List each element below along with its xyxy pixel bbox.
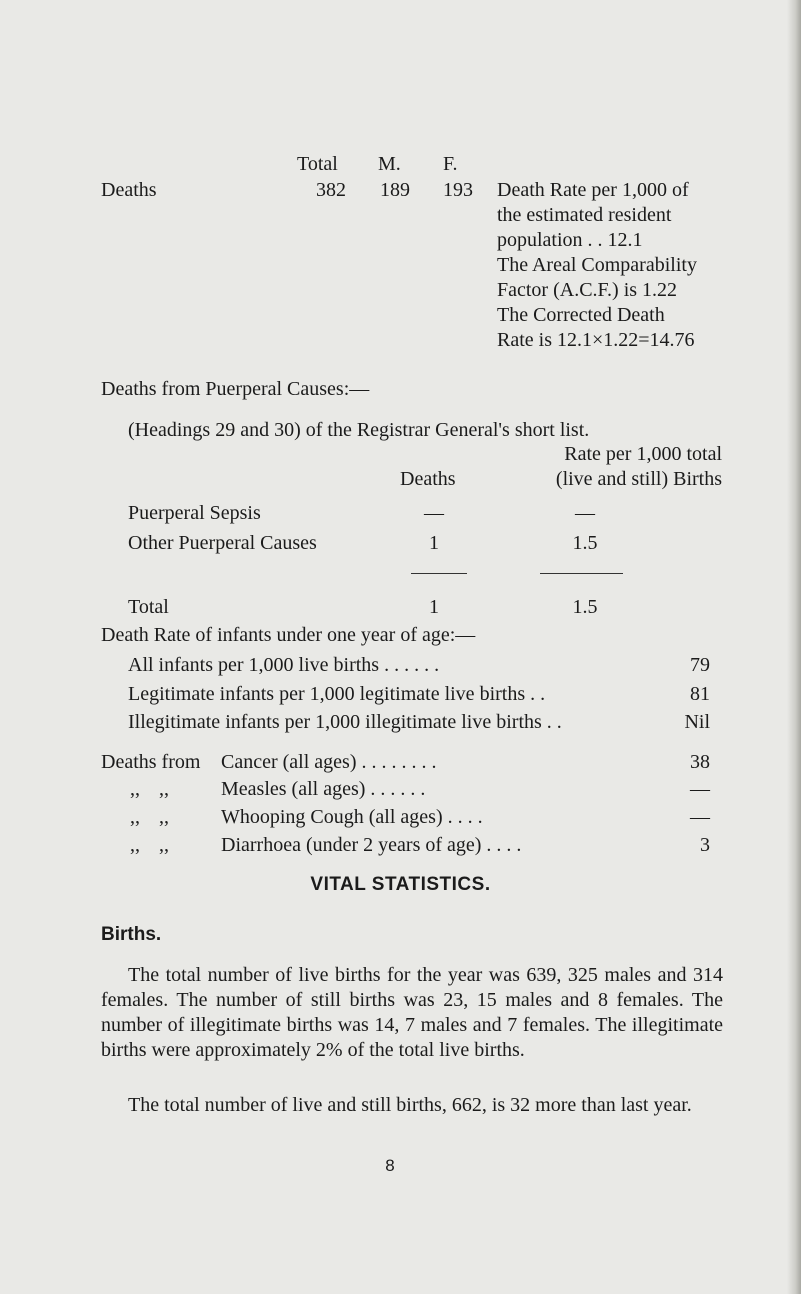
puerperal-subheading: (Headings 29 and 30) of the Registrar General's short list. <box>128 419 590 441</box>
rate-line-1: Death Rate per 1,000 of <box>497 179 689 201</box>
infant-rate-label: Legitimate infants per 1,000 legitimate live births . . <box>128 683 546 705</box>
cause-value: 38 <box>690 751 710 773</box>
rate-line-3: population . . 12.1 <box>497 229 643 251</box>
cause-prefix: ,, ,, <box>130 806 169 828</box>
puerperal-total-label: Total <box>128 596 169 618</box>
births-heading: Births. <box>101 924 162 945</box>
puerperal-row-rate: — <box>575 502 595 524</box>
rate-line-5: Factor (A.C.F.) is 1.22 <box>497 279 678 301</box>
cause-label: Measles (all ages) . . . . . . <box>221 778 426 800</box>
rate-col-header-1: Rate per 1,000 total <box>564 443 722 465</box>
deaths-col-header: Deaths <box>400 468 456 490</box>
infant-rate-value: Nil <box>684 711 710 733</box>
puerperal-row-label: Other Puerperal Causes <box>128 532 317 554</box>
col-header-male: M. <box>378 153 401 175</box>
section-title: VITAL STATISTICS. <box>310 874 491 895</box>
cause-value: — <box>690 806 710 828</box>
deaths-total: 382 <box>316 179 346 201</box>
rate-line-2: the estimated resident <box>497 204 672 226</box>
page-number: 8 <box>385 1156 395 1175</box>
col-header-total: Total <box>297 153 338 175</box>
cause-label: Whooping Cough (all ages) . . . . <box>221 806 483 828</box>
puerperal-row-label: Puerperal Sepsis <box>128 502 261 524</box>
infant-rate-label: Illegitimate infants per 1,000 illegitimate live births . . <box>128 711 562 733</box>
puerperal-heading: Deaths from Puerperal Causes:— <box>101 378 370 400</box>
cause-prefix: Deaths from <box>101 751 201 773</box>
cause-prefix: ,, ,, <box>130 778 169 800</box>
infant-rate-label: All infants per 1,000 live births . . . . . . <box>128 654 440 676</box>
page-edge-shadow <box>787 0 801 1294</box>
births-comparison-paragraph: The total number of live and still births, 662, is 32 more than last year. <box>128 1094 692 1116</box>
infant-rate-value: 81 <box>690 683 710 705</box>
puerperal-total-rate: 1.5 <box>572 596 598 618</box>
deaths-total-rule <box>411 573 467 574</box>
deaths-label: Deaths <box>101 179 157 201</box>
puerperal-row-deaths: — <box>424 502 444 524</box>
col-header-female: F. <box>443 153 458 175</box>
puerperal-row-rate: 1.5 <box>572 532 598 554</box>
cause-label: Cancer (all ages) . . . . . . . . <box>221 751 437 773</box>
puerperal-total-deaths: 1 <box>429 596 439 618</box>
infants-heading: Death Rate of infants under one year of age:— <box>101 624 476 646</box>
rate-total-rule <box>540 573 623 574</box>
infant-rate-value: 79 <box>690 654 710 676</box>
cause-prefix: ,, ,, <box>130 834 169 856</box>
puerperal-row-deaths: 1 <box>429 532 439 554</box>
cause-label: Diarrhoea (under 2 years of age) . . . . <box>221 834 522 856</box>
rate-line-7: Rate is 12.1×1.22=14.76 <box>497 329 695 351</box>
deaths-male: 189 <box>380 179 410 201</box>
cause-value: — <box>690 778 710 800</box>
births-paragraph: The total number of live births for the year was 639, 325 males and 314 females. The number of still births was 23, 15 males and 8 females. The number of illegitimate births was 14, 7 males and 7 females. The illegitimate births were approximately 2% of the total live births. <box>101 964 723 1061</box>
deaths-female: 193 <box>443 179 473 201</box>
rate-line-4: The Areal Comparability <box>497 254 697 276</box>
cause-value: 3 <box>700 834 710 856</box>
rate-col-header-2: (live and still) Births <box>555 468 722 490</box>
rate-line-6: The Corrected Death <box>497 304 665 326</box>
